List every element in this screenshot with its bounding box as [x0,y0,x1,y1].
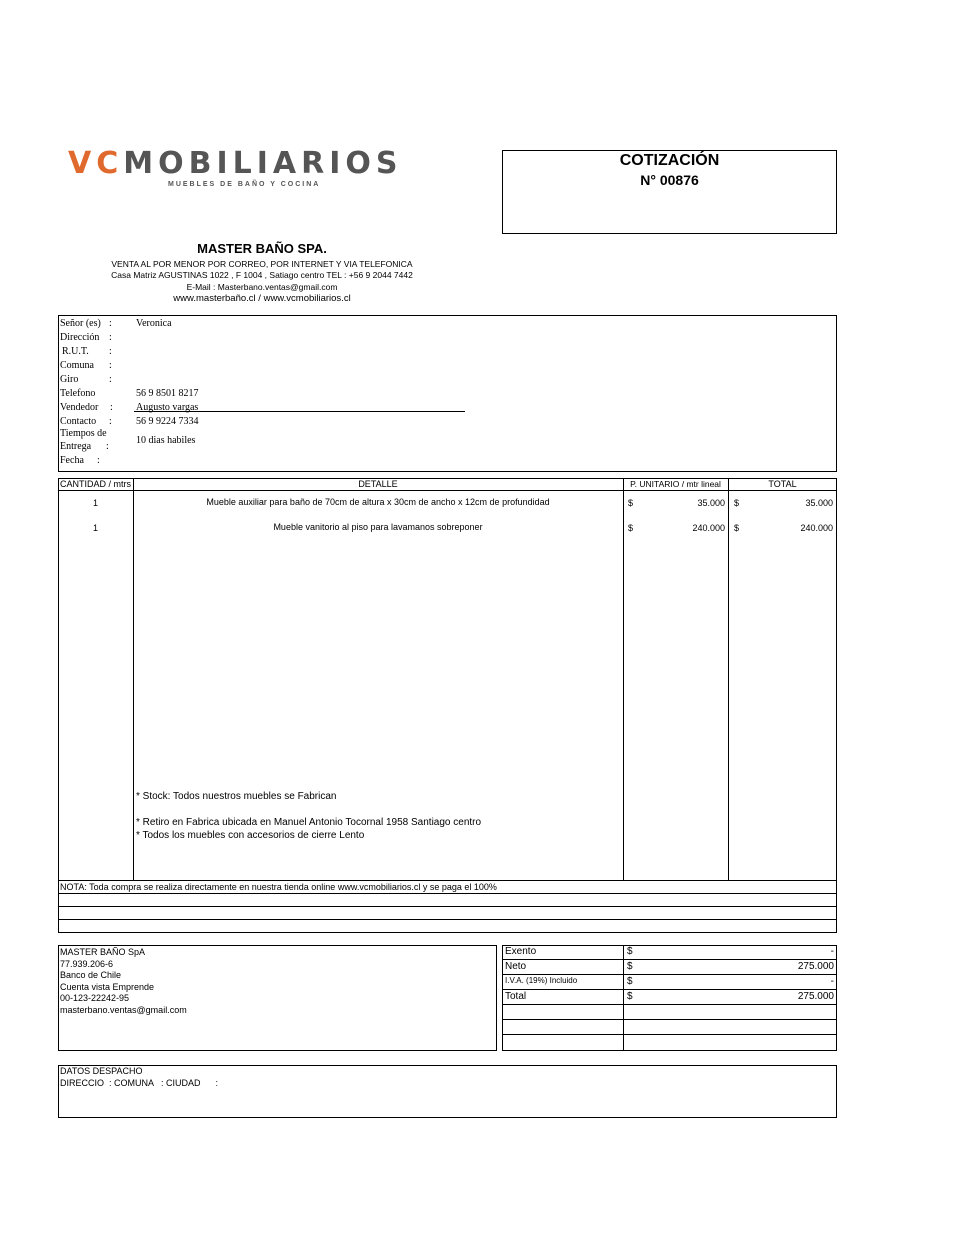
bank-email: masterbano.ventas@gmail.com [60,1005,187,1015]
summary-line [502,959,837,960]
vendedor-label: Vendedor [60,402,99,413]
colon: : [109,332,112,343]
contacto-label: Contacto [60,416,97,427]
table-line [58,919,837,920]
table-line [58,906,837,907]
entrega-value: 10 dias habiles [136,435,196,446]
bank-account-type: Cuenta vista Emprende [60,982,155,992]
rut-label: R.U.T. [62,346,89,357]
despacho-box [58,1065,837,1118]
company-line-2: Casa Matriz AGUSTINAS 1022 , F 1004 , Satiago centro TEL : +56 9 2044 7442 [111,270,413,280]
exento-value: - [830,946,834,957]
vendedor-underline [134,411,465,412]
despacho-address: DIRECCIO : COMUNA : CIUDAD : [60,1078,219,1088]
table-line [58,893,837,894]
company-websites: www.masterbaño.cl / www.vcmobiliarios.cl [173,293,351,304]
total-currency: $ [627,991,633,1002]
entrega-label: Entrega [60,441,92,452]
bank-name: Banco de Chile [60,970,122,980]
table-header-line [58,490,837,491]
row-2-cantidad: 1 [92,523,98,533]
header-total: TOTAL [768,479,797,489]
row-1-unitario: 35.000 [697,498,725,508]
company-email: E-Mail : Masterbano.ventas@gmail.com [186,282,338,292]
company-name: MASTER BAÑO SPA. [197,241,327,256]
tiempos-label: Tiempos de [60,428,107,439]
column-divider [728,478,729,880]
logo-brand-text: MOBILIARIOS [123,146,403,181]
note-retiro: * Retiro en Fabrica ubicada en Manuel Antonio Tocornal 1958 Santiago centro [136,817,482,828]
row-2-currency: $ [628,523,634,533]
colon: : [109,360,112,371]
summary-line [502,1034,837,1035]
row-1-currency: $ [628,498,634,508]
telefono-value: 56 9 8501 8217 [136,388,199,399]
comuna-label: Comuna [60,360,94,371]
note-stock: * Stock: Todos nuestros muebles se Fabrican [136,791,337,802]
items-table [58,478,837,933]
bank-account-name: MASTER BAÑO SpA [60,947,146,957]
neto-label: Neto [505,961,527,972]
senor-value: Veronica [136,318,172,329]
summary-divider [623,945,624,1051]
column-divider [623,478,624,880]
table-body-end [58,880,837,881]
iva-label: I.V.A. (19%) Incluido [505,976,578,985]
total-label: Total [505,991,527,1002]
bank-rut: 77.939.206-6 [60,959,114,969]
logo-vc-text: VC [68,146,124,181]
iva-currency: $ [627,976,633,987]
row-2-total: 240.000 [800,523,833,533]
company-line-1: VENTA AL POR MENOR POR CORREO, POR INTERNET Y VIA TELEFONICA [111,259,413,269]
table-footnote: NOTA: Toda compra se realiza directamente en nuestra tienda online www.vcmobiliarios.cl y se paga el 100% [60,882,497,892]
senor-label: Señor (es) [60,318,101,329]
row-2-total-currency: $ [734,523,740,533]
despacho-title: DATOS DESPACHO [60,1066,143,1076]
column-divider [133,478,134,880]
neto-value: 275.000 [797,961,834,972]
colon: : [97,455,100,466]
total-value: 275.000 [797,991,834,1002]
row-1-cantidad: 1 [92,498,98,508]
exento-label: Exento [505,946,537,957]
direccion-label: Dirección [60,332,100,343]
quote-title: COTIZACIÓN [619,152,720,169]
colon: : [109,318,112,329]
summary-line [502,974,837,975]
contacto-value: 56 9 9224 7334 [136,416,199,427]
quote-number: N° 00876 [640,172,699,188]
row-2-unitario: 240.000 [692,523,725,533]
header-unitario: P. UNITARIO / mtr lineal [630,479,721,489]
vendedor-value: Augusto vargas [136,402,199,413]
bank-account-number: 00-123-22242-95 [60,993,130,1003]
header-detalle: DETALLE [358,479,398,489]
logo-tagline: MUEBLES DE BAÑO Y COCINA [168,181,321,188]
summary-line [502,1004,837,1005]
summary-box [502,945,837,1051]
row-1-total: 35.000 [805,498,833,508]
giro-label: Giro [60,374,79,385]
neto-currency: $ [627,961,633,972]
exento-currency: $ [627,946,633,957]
fecha-label: Fecha [60,455,84,466]
colon: : [110,402,113,413]
note-accesorios: * Todos los muebles con accesorios de cierre Lento [136,830,365,841]
colon: : [106,441,109,452]
summary-line [502,989,837,990]
iva-value: - [830,976,834,987]
brand-logo [68,146,403,181]
colon: : [109,346,112,357]
colon: : [109,374,112,385]
row-2-detalle: Mueble vanitorio al piso para lavamanos sobreponer [273,522,483,532]
row-1-detalle: Mueble auxiliar para baño de 70cm de altura x 30cm de ancho x 12cm de profundidad [206,497,550,507]
summary-line [502,1019,837,1020]
row-1-total-currency: $ [734,498,740,508]
colon: : [109,416,112,427]
telefono-label: Telefono [60,388,96,399]
header-cantidad: CANTIDAD / mtrs [60,479,131,489]
